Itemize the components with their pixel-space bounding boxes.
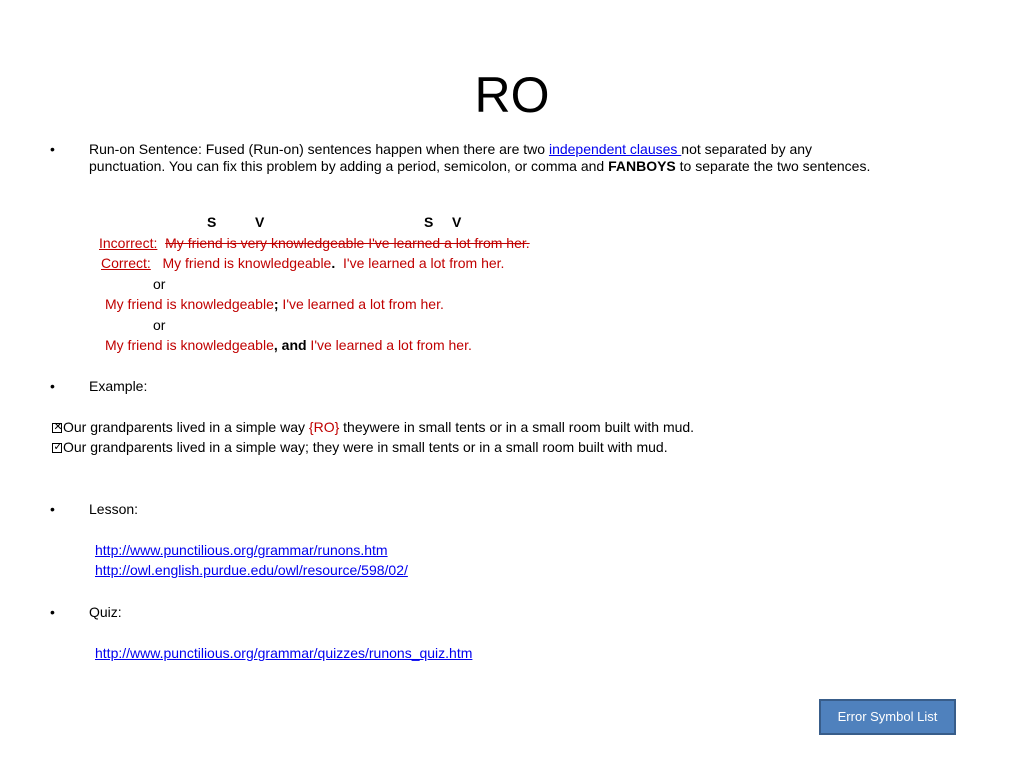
- slide-title: RO: [474, 67, 550, 123]
- or-connector-2: or: [153, 317, 166, 333]
- independent-clauses-link[interactable]: independent clauses: [548, 141, 682, 157]
- example-label: Example:: [89, 378, 148, 394]
- quiz-label: Quiz:: [89, 604, 122, 620]
- wrong-example-before: Our grandparents lived in a simple way: [63, 419, 309, 435]
- correct-period: .: [331, 255, 336, 271]
- correct-line: [101, 255, 504, 272]
- correct-part1: My friend is knowledgeable: [162, 255, 332, 271]
- incorrect-label: Incorrect:: [99, 235, 158, 251]
- fanboys-term: FANBOYS: [608, 158, 676, 174]
- right-example-text: Our grandparents lived in a simple way; they were in small tents or in a small room built with mud.: [63, 439, 668, 455]
- incorrect-sentence: My friend is very knowledgeable I've learned a lot from her.: [165, 235, 530, 251]
- bullet-marker: •: [50, 141, 55, 157]
- lesson-label: Lesson:: [89, 501, 139, 517]
- subject-label-1: S: [207, 214, 217, 230]
- semicolon-part2: I've learned a lot from her.: [278, 296, 444, 312]
- verb-label-1: V: [255, 214, 265, 230]
- bullet-marker: •: [50, 378, 55, 394]
- x-box-icon: ✕: [53, 421, 63, 433]
- or-connector-1: or: [153, 276, 166, 292]
- comma-part2: I've learned a lot from her.: [306, 337, 472, 353]
- semicolon-part1: My friend is knowledgeable: [105, 296, 274, 312]
- bullet-marker: •: [50, 501, 55, 517]
- wrong-example: [52, 419, 694, 436]
- quiz-link[interactable]: http://www.punctilious.org/grammar/quizzes/runons_quiz.htm: [95, 645, 473, 661]
- subject-label-2: S: [424, 214, 434, 230]
- verb-label-2: V: [452, 214, 462, 230]
- lesson-link-purdue-owl[interactable]: http://owl.english.purdue.edu/owl/resource/598/02/: [95, 562, 408, 578]
- ro-tag: {RO}: [308, 419, 340, 435]
- runon-definition: [89, 141, 889, 175]
- comma-example: [105, 337, 472, 354]
- right-example: [52, 439, 668, 456]
- runon-ending: to separate the two sentences.: [675, 158, 871, 174]
- semicolon-example: [105, 296, 444, 313]
- error-symbol-list-button[interactable]: Error Symbol List: [819, 699, 956, 735]
- comma-conjunction: , and: [273, 337, 307, 353]
- runon-intro: Run-on Sentence: Fused (Run-on) sentences happen when there are two: [89, 141, 549, 157]
- wrong-example-after: theywere in small tents or in a small room built with mud.: [339, 419, 695, 435]
- lesson-link-punctilious[interactable]: http://www.punctilious.org/grammar/runons.htm: [95, 542, 388, 558]
- comma-part1: My friend is knowledgeable: [105, 337, 274, 353]
- correct-label: Correct:: [101, 255, 151, 271]
- correct-part2: I've learned a lot from her.: [343, 255, 505, 271]
- check-box-icon: ✓: [53, 441, 63, 453]
- bullet-marker: •: [50, 604, 55, 620]
- incorrect-line: [96, 235, 530, 252]
- semicolon-mark: ;: [273, 296, 279, 312]
- runon-after-link: not separated by any punctuation. You can fix this problem by adding a period, semicolon, or comma and: [89, 141, 813, 174]
